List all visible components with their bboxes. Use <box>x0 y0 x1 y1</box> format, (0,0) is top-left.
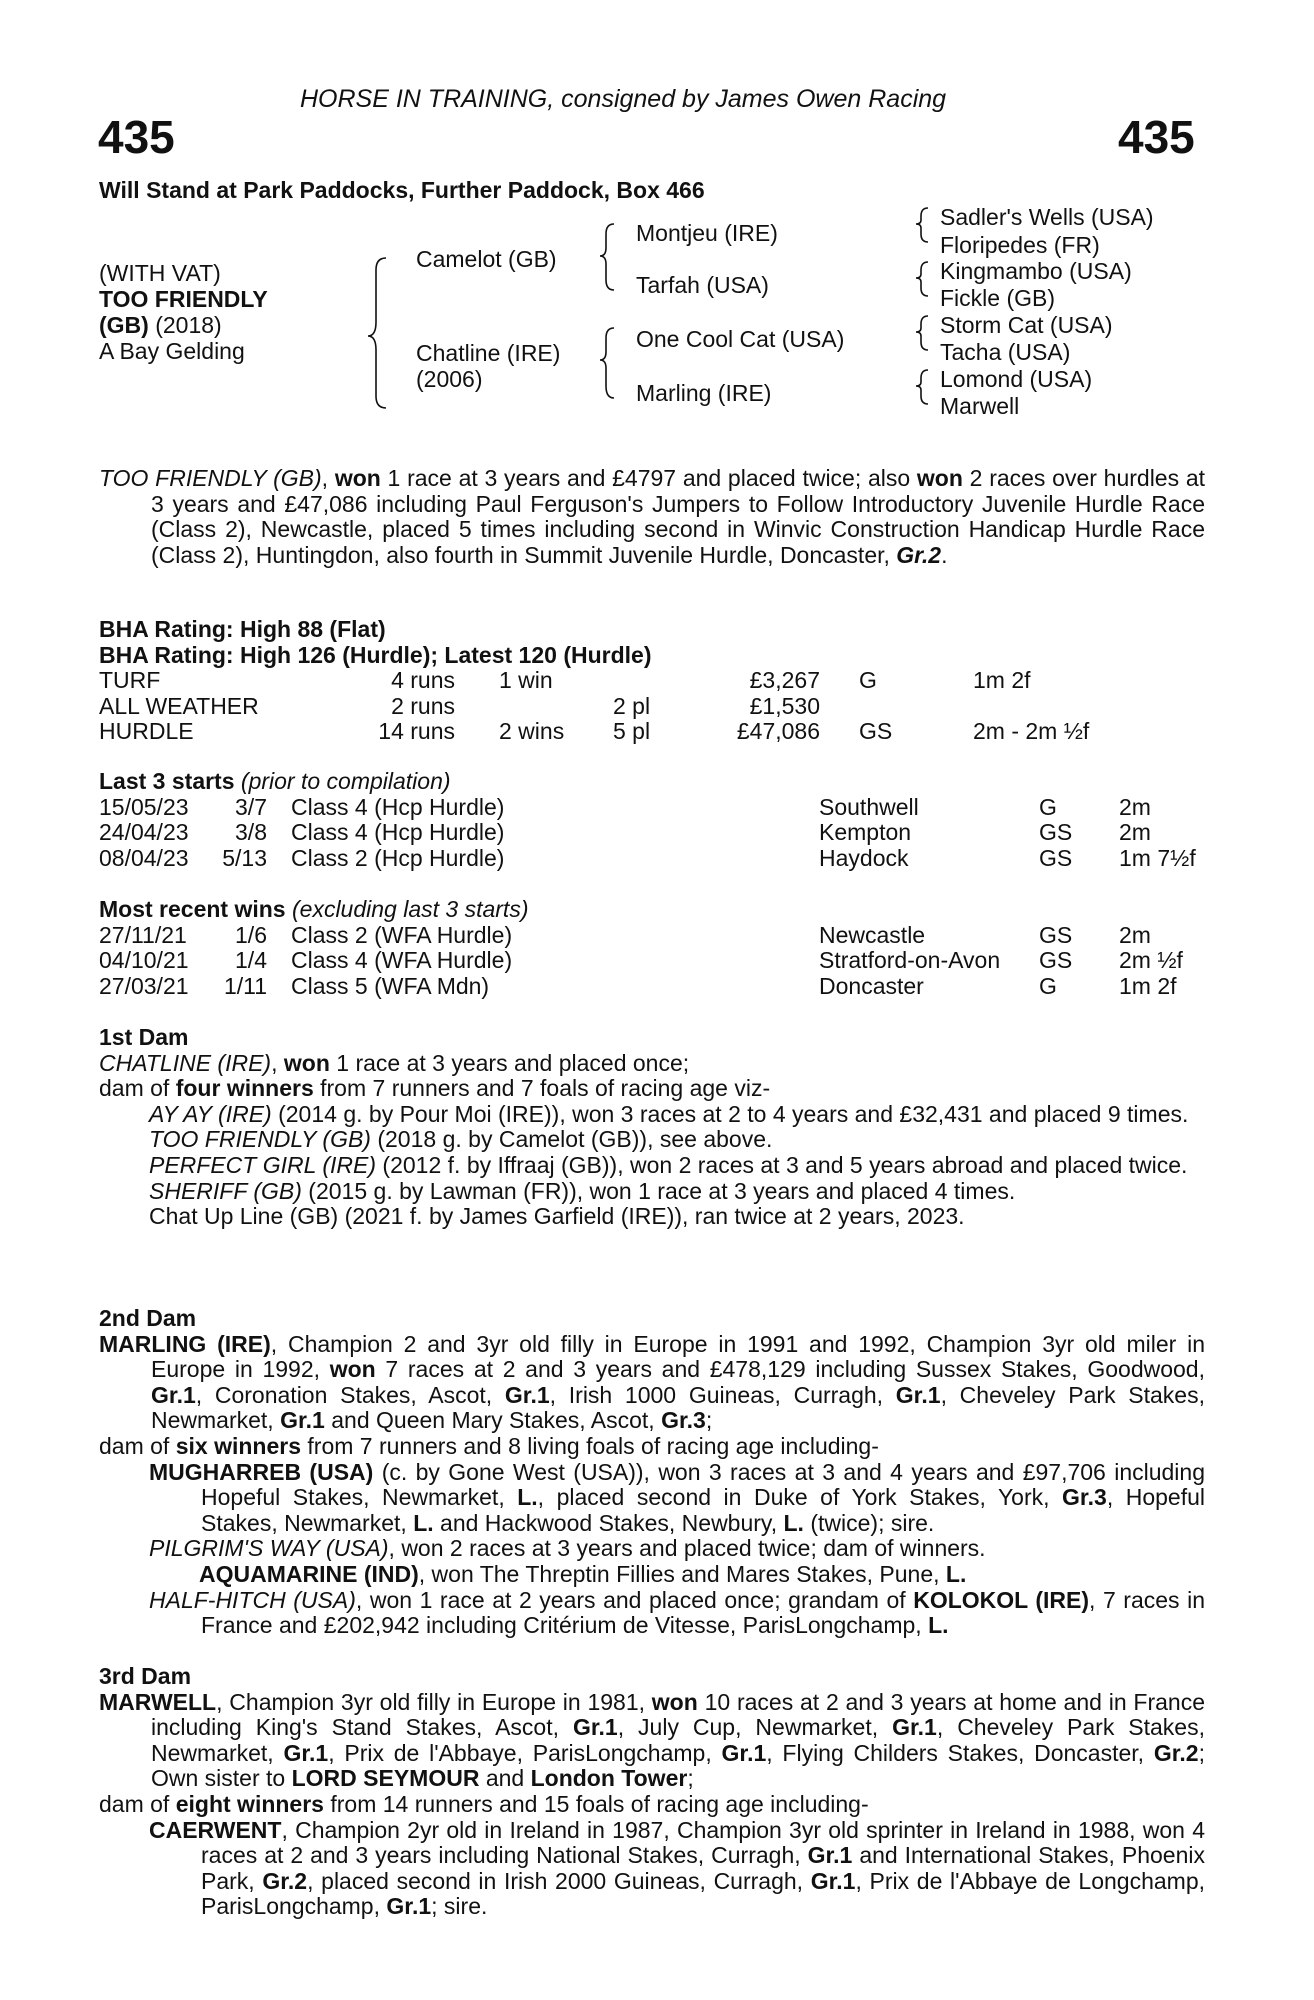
horse-description: A Bay Gelding <box>99 338 245 364</box>
offspring-name: MUGHARREB (USA) <box>149 1458 374 1485</box>
summary-grade: Gr.2 <box>896 541 942 568</box>
horse-origin: (GB) <box>99 312 149 338</box>
dam-text: ; <box>705 1407 713 1434</box>
dam-text: and <box>479 1765 531 1792</box>
dam-text: from 7 runners and 8 living foals of racing age including- <box>301 1432 879 1459</box>
offspring-text: (c. by Gone West (USA)), won 3 races at 3 and 4 years and £97,706 including Hopeful Stakes, Newmarket, <box>201 1458 1205 1511</box>
sibling-highlight: London Tower <box>530 1765 688 1792</box>
last-starts-note: (prior to compilation) <box>234 768 451 794</box>
summary-text: 2 races over hurdles at 3 years and £47,086 including Paul Ferguson's Jumpers to Follow Introductory Juvenile Hurdle Race (Class 2), Newcastle, placed 5 times including second in Winvic Construction Handicap Hurdle Race (Class 2), Huntingdon, also fourth in Summit Juvenile Hurdle, Doncaster, <box>151 465 1206 568</box>
third-dam-section <box>99 1664 1205 1920</box>
ratings-row-going: GS <box>859 718 893 745</box>
last-start-row-distance: 2m <box>1119 793 1151 820</box>
last-start-row-date: 15/05/23 <box>99 793 189 820</box>
recent-wins-heading <box>99 897 1209 923</box>
dam-text: , Flying Childers Stakes, Doncaster, <box>766 1739 1154 1766</box>
lot-number-left: 435 <box>98 111 175 163</box>
offspring-name: TOO FRIENDLY (GB) <box>149 1126 371 1153</box>
dam-text: , Coronation Stakes, Ascot, <box>195 1381 505 1408</box>
dam-text: , Irish 1000 Guineas, Curragh, <box>549 1381 896 1408</box>
offspring-text: , won 2 races at 3 years and placed twice; dam of winners. <box>388 1535 986 1562</box>
grade-label: Gr.2 <box>262 1867 308 1894</box>
dam-text: , Cheveley Park Stakes, Newmarket, <box>151 1381 1205 1434</box>
third-dam-heading: 3rd Dam <box>99 1663 192 1689</box>
pedigree-dam: Chatline (IRE) <box>416 340 561 366</box>
ratings-row <box>99 694 1209 720</box>
recent-win-row <box>99 948 1209 974</box>
dam-text: ; <box>687 1765 694 1792</box>
recent-win-row-pos: 1/11 <box>223 972 267 999</box>
last-start-row-going: GS <box>1039 819 1073 846</box>
last-start-row-race: Class 4 (Hcp Hurdle) <box>291 793 505 820</box>
last-start-row-date: 08/04/23 <box>99 844 189 871</box>
recent-win-row-race: Class 2 (WFA Hurdle) <box>291 921 513 948</box>
offspring-text: , placed second in Irish 2000 Guineas, Curragh, <box>307 1867 811 1894</box>
offspring-name: SHERIFF (GB) <box>149 1177 302 1204</box>
pedigree-g5: Storm Cat (USA) <box>940 312 1113 338</box>
rating-hurdle: BHA Rating: High 126 (Hurdle); Latest 120 (Hurdle) <box>99 641 652 668</box>
offspring-text: , Hopeful Stakes, Newmarket, <box>201 1484 1205 1536</box>
summary-horse-name: TOO FRIENDLY (GB) <box>99 465 322 491</box>
last-start-row-going: GS <box>1039 844 1073 871</box>
offspring-text: Chat Up Line (GB) (2021 f. by James Garfield (IRE)), ran twice at 2 years, 2023. <box>149 1203 965 1230</box>
ratings-row-prize: £3,267 <box>749 667 820 694</box>
offspring-text: , placed second in Duke of York Stakes, York, <box>537 1484 1063 1511</box>
recent-win-row-pos: 1/6 <box>235 921 267 948</box>
offspring-name: HALF-HITCH (USA) <box>149 1586 356 1613</box>
dam-winners-count: six winners <box>175 1432 301 1459</box>
offspring-name: PERFECT GIRL (IRE) <box>149 1151 377 1178</box>
dam-text: , Champion 2 and 3yr old filly in Europe in 1991 and 1992, Champion 3yr old miler in Europe in 1992, <box>151 1330 1206 1383</box>
last-start-row-course: Haydock <box>819 844 909 871</box>
grade-label: Gr.1 <box>572 1714 618 1741</box>
grade-label: Gr.1 <box>283 1739 329 1766</box>
recent-win-row-course: Doncaster <box>819 972 924 999</box>
dam-text: dam of <box>99 1075 176 1102</box>
dam-text: dam of <box>99 1790 176 1817</box>
stand-location: Will Stand at Park Paddocks, Further Paddock, Box 466 <box>99 177 705 203</box>
dam-text: , Champion 3yr old filly in Europe in 1981, <box>216 1688 652 1715</box>
pedigree-g8: Marwell <box>940 393 1020 419</box>
recent-win-row-course: Stratford-on-Avon <box>819 947 1001 974</box>
grade-label: Gr.1 <box>810 1867 856 1894</box>
ratings-row-surface: HURDLE <box>99 718 194 745</box>
rating-flat: BHA Rating: High 88 (Flat) <box>99 616 386 642</box>
grade-label: Gr.2 <box>1153 1739 1199 1766</box>
grade-label: L. <box>928 1612 949 1639</box>
second-dam-heading: 2nd Dam <box>99 1305 197 1331</box>
dam-text: ; Own sister to <box>151 1739 1205 1792</box>
sibling-highlight: LORD SEYMOUR <box>291 1765 480 1792</box>
grade-label: Gr.1 <box>280 1407 325 1434</box>
recent-win-row-date: 04/10/21 <box>99 947 189 974</box>
pedigree-g4: Fickle (GB) <box>940 285 1055 311</box>
dam-won: won <box>651 1688 698 1715</box>
ratings-row-prize: £47,086 <box>736 718 820 745</box>
offspring-text: , 7 races in France and £202,942 including Critérium de Vitesse, ParisLongchamp, <box>201 1586 1205 1639</box>
ratings-row-placed: 5 pl <box>613 718 651 745</box>
ratings-row-going: G <box>859 667 877 694</box>
pedigree-g6: Tacha (USA) <box>940 339 1071 365</box>
grade-label: L. <box>945 1560 967 1587</box>
recent-wins-block <box>99 897 1209 999</box>
ratings-row-wins: 1 win <box>499 667 553 694</box>
ratings-row-wins: 2 wins <box>499 718 565 745</box>
pedigree-sire: Camelot (GB) <box>416 246 557 272</box>
recent-win-row-distance: 2m <box>1119 921 1151 948</box>
recent-wins-note: (excluding last 3 starts) <box>285 896 529 922</box>
grade-label: Gr.1 <box>504 1381 550 1408</box>
offspring-text: (2018 g. by Camelot (GB)), see above. <box>370 1126 773 1153</box>
offspring-name: PILGRIM'S WAY (USA) <box>149 1535 389 1562</box>
recent-win-row <box>99 923 1209 949</box>
recent-win-row-race: Class 4 (WFA Hurdle) <box>291 947 513 974</box>
pedigree-g1: Sadler's Wells (USA) <box>940 204 1154 230</box>
dam-text: 10 races at 2 and 3 years at home and in France including King's Stand Stakes, Ascot, <box>151 1688 1205 1741</box>
last-start-row <box>99 846 1209 872</box>
recent-win-row-date: 27/11/21 <box>99 921 187 948</box>
grade-label: Gr.1 <box>386 1893 432 1920</box>
last-start-row-course: Southwell <box>819 793 919 820</box>
grade-label: L. <box>413 1509 434 1536</box>
pedigree-dam-year: (2006) <box>416 366 483 392</box>
offspring-name: AY AY (IRE) <box>149 1100 272 1127</box>
last-start-row <box>99 820 1209 846</box>
dam-winners-count: four winners <box>175 1075 314 1102</box>
ratings-row <box>99 719 1209 745</box>
recent-win-row-distance: 2m ½f <box>1119 947 1183 974</box>
pedigree-g2: Floripedes (FR) <box>940 232 1100 258</box>
pedigree-g3: Kingmambo (USA) <box>940 258 1132 284</box>
third-dam-name: MARWELL <box>99 1688 217 1715</box>
dam-text: 7 races at 2 and 3 years and £478,129 including Sussex Stakes, Goodwood, <box>375 1356 1205 1383</box>
recent-win-row-date: 27/03/21 <box>99 972 189 999</box>
summary-won: won <box>916 465 963 491</box>
last-start-row-going: G <box>1039 793 1057 820</box>
recent-win-row-race: Class 5 (WFA Mdn) <box>291 972 490 999</box>
lot-number-right: 435 <box>1118 111 1195 163</box>
grade-label: Gr.3 <box>1062 1484 1107 1511</box>
horse-name: TOO FRIENDLY <box>99 286 268 312</box>
grade-label: L. <box>517 1484 538 1511</box>
grade-label: Gr.1 <box>151 1381 196 1408</box>
recent-win-row-going: GS <box>1039 947 1073 974</box>
offspring-text: , Prix de l'Abbaye de Longchamp, ParisLongchamp, <box>201 1867 1206 1920</box>
recent-win-row-going: G <box>1039 972 1057 999</box>
horse-year: (2018) <box>155 312 222 338</box>
second-dam-section <box>99 1306 1205 1639</box>
offspring-text: , Champion 2yr old in Ireland in 1987, Champion 3yr old sprinter in Ireland in 1988, won 4 races at 2 and 3 years including National Stakes, Curragh, <box>201 1816 1205 1869</box>
dam-text: , July Cup, Newmarket, <box>617 1714 893 1741</box>
last-start-row-course: Kempton <box>819 819 912 846</box>
ratings-row-distance: 1m 2f <box>973 667 1031 694</box>
grade-label: Gr.1 <box>892 1714 937 1741</box>
last-start-row-race: Class 2 (Hcp Hurdle) <box>291 844 505 871</box>
recent-win-row-course: Newcastle <box>819 921 926 948</box>
grade-label: Gr.3 <box>661 1407 706 1434</box>
offspring-highlight: KOLOKOL (IRE) <box>913 1586 1090 1613</box>
offspring-text: (2012 f. by Iffraaj (GB)), won 2 races at 3 and 5 years abroad and placed twice. <box>376 1151 1188 1178</box>
dam-text: 1 race at 3 years and placed once; <box>329 1049 690 1076</box>
recent-win-row <box>99 974 1209 1000</box>
offspring-text: , won 1 race at 2 years and placed once; grandam of <box>355 1586 914 1613</box>
offspring-text: and Hackwood Stakes, Newbury, <box>433 1509 784 1536</box>
last-start-row-race: Class 4 (Hcp Hurdle) <box>291 819 505 846</box>
ratings-row-runs: 14 runs <box>378 718 455 745</box>
ratings-row-surface: ALL WEATHER <box>99 692 259 719</box>
ratings-row-placed: 2 pl <box>613 692 651 719</box>
last-start-row-pos: 5/13 <box>222 844 267 871</box>
race-summary <box>99 466 1205 568</box>
offspring-text: ; sire. <box>431 1893 488 1920</box>
offspring-text: , won The Threptin Fillies and Mares Stakes, Pune, <box>418 1560 946 1587</box>
offspring-text: (2015 g. by Lawman (FR)), won 1 race at 3 years and placed 4 times. <box>301 1177 1016 1204</box>
dam-winners-count: eight winners <box>175 1790 324 1817</box>
pedigree-dam-dam: Marling (IRE) <box>636 380 772 406</box>
ratings-block <box>99 617 1209 745</box>
ratings-row-distance: 2m - 2m ½f <box>973 718 1090 745</box>
last-starts-block <box>99 769 1209 871</box>
dam-text: dam of <box>99 1432 176 1459</box>
pedigree-sire-dam: Tarfah (USA) <box>636 272 769 298</box>
grade-label: Gr.1 <box>721 1739 767 1766</box>
offspring-name: CAERWENT <box>149 1816 282 1843</box>
pedigree-g7: Lomond (USA) <box>940 366 1093 392</box>
last-start-row <box>99 795 1209 821</box>
first-dam-heading: 1st Dam <box>99 1024 189 1050</box>
dam-won: won <box>283 1049 330 1076</box>
last-starts-heading <box>99 769 1209 795</box>
ratings-row-runs: 4 runs <box>391 667 455 694</box>
last-start-row-distance: 1m 7½f <box>1119 844 1196 871</box>
ratings-row-prize: £1,530 <box>749 692 820 719</box>
dam-text: , Prix de l'Abbaye, ParisLongchamp, <box>328 1739 722 1766</box>
dam-text: and Queen Mary Stakes, Ascot, <box>324 1407 662 1434</box>
pedigree-dam-sire: One Cool Cat (USA) <box>636 326 845 352</box>
offspring-text: and International Stakes, Phoenix Park, <box>201 1842 1205 1894</box>
ratings-row <box>99 668 1209 694</box>
offspring-text: (2014 g. by Pour Moi (IRE)), won 3 races at 2 to 4 years and £32,431 and placed 9 times. <box>271 1100 1189 1127</box>
summary-won: won <box>334 465 381 491</box>
first-dam-section <box>99 1025 1205 1230</box>
last-start-row-pos: 3/7 <box>235 793 267 820</box>
last-start-row-pos: 3/8 <box>235 819 267 846</box>
summary-text: 1 race at 3 years and £4797 and placed twice; also <box>380 465 917 491</box>
recent-win-row-pos: 1/4 <box>235 947 267 974</box>
summary-text: . <box>941 541 948 568</box>
summary-text: , <box>321 465 335 491</box>
dam-text: , <box>271 1049 284 1076</box>
offspring-name: AQUAMARINE (IND) <box>199 1560 419 1587</box>
last-starts-title: Last 3 starts <box>99 768 235 794</box>
ratings-row-runs: 2 runs <box>391 692 455 719</box>
consignment-line: HORSE IN TRAINING, consigned by James Owen Racing <box>300 85 947 113</box>
recent-wins-title: Most recent wins <box>99 896 286 922</box>
grade-label: Gr.1 <box>895 1381 941 1408</box>
recent-win-row-distance: 1m 2f <box>1119 972 1177 999</box>
last-start-row-distance: 2m <box>1119 819 1151 846</box>
grade-label: Gr.1 <box>807 1842 853 1869</box>
dam-text: from 7 runners and 7 foals of racing age viz- <box>313 1075 771 1102</box>
grade-label: L. <box>783 1509 804 1536</box>
first-dam-name: CHATLINE (IRE) <box>99 1049 272 1076</box>
dam-won: won <box>329 1356 376 1383</box>
vat-label: (WITH VAT) <box>99 260 221 286</box>
dam-text: , Cheveley Park Stakes, Newmarket, <box>151 1714 1205 1766</box>
dam-text: from 14 runners and 15 foals of racing age including- <box>323 1790 869 1817</box>
second-dam-name: MARLING (IRE) <box>99 1330 271 1357</box>
ratings-row-surface: TURF <box>99 667 161 694</box>
pedigree-sire-sire: Montjeu (IRE) <box>636 220 778 246</box>
recent-win-row-going: GS <box>1039 921 1073 948</box>
offspring-text: (twice); sire. <box>803 1509 935 1536</box>
last-start-row-date: 24/04/23 <box>99 819 189 846</box>
